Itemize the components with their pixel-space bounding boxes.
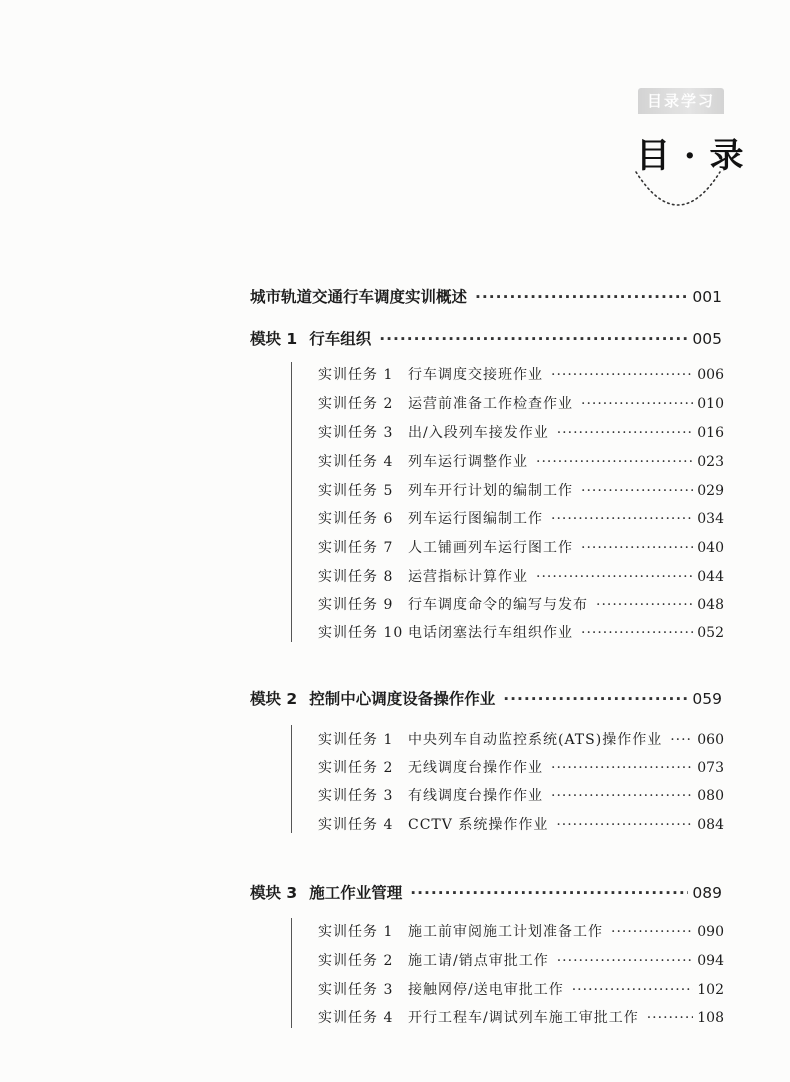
leader-dots <box>581 540 693 556</box>
task-title: 列车开行计划的编制工作 <box>408 483 573 499</box>
task-title: CCTV 系统操作作业 <box>408 817 549 833</box>
module-3-bracket-line <box>291 918 292 1028</box>
task-page: 108 <box>697 1010 724 1026</box>
toc-task[interactable] <box>318 950 724 970</box>
task-number: 实训任务 4 <box>318 1010 394 1026</box>
toc-task[interactable] <box>318 921 724 941</box>
leader-dots <box>551 367 693 383</box>
toc-task[interactable] <box>318 480 724 500</box>
toc-task[interactable] <box>318 422 724 442</box>
leader-dots <box>557 953 694 969</box>
header-tab: 目录学习 <box>638 88 724 114</box>
toc-task[interactable] <box>318 622 724 642</box>
task-page: 010 <box>697 396 724 412</box>
task-number: 实训任务 8 <box>318 569 394 585</box>
task-page: 048 <box>697 597 724 613</box>
task-page: 029 <box>697 483 724 499</box>
task-number: 实训任务 1 <box>318 732 394 748</box>
leader-dots <box>572 982 694 998</box>
task-title: 行车调度交接班作业 <box>408 367 543 383</box>
task-page: 044 <box>697 569 724 585</box>
task-page: 084 <box>697 817 724 833</box>
leader-dots <box>581 483 693 499</box>
task-title: 有线调度台操作作业 <box>408 788 543 804</box>
leader-dots <box>647 1010 694 1026</box>
task-page: 052 <box>697 625 724 641</box>
toc-task[interactable] <box>318 1007 724 1027</box>
toc-module-1[interactable] <box>250 327 722 349</box>
toc-overview[interactable] <box>250 285 722 307</box>
leader-dots <box>581 625 693 641</box>
task-number: 实训任务 7 <box>318 540 394 556</box>
task-title: 接触网停/送电审批工作 <box>408 982 564 998</box>
task-number: 实训任务 2 <box>318 396 394 412</box>
task-title: 施工前审阅施工计划准备工作 <box>408 924 603 940</box>
leader-dots <box>536 569 693 585</box>
task-page: 023 <box>697 454 724 470</box>
task-title: 无线调度台操作作业 <box>408 760 543 776</box>
page-title: 目 · 录 <box>636 136 745 176</box>
task-title: 运营前准备工作检查作业 <box>408 396 573 412</box>
task-page: 080 <box>697 788 724 804</box>
task-number: 实训任务 3 <box>318 982 394 998</box>
toc-task[interactable] <box>318 393 724 413</box>
task-page: 090 <box>697 924 724 940</box>
module-label: 模块 1 <box>250 330 298 348</box>
overview-page: 001 <box>692 288 722 306</box>
task-number: 实训任务 1 <box>318 924 394 940</box>
toc-task[interactable] <box>318 979 724 999</box>
task-number: 实训任务 10 <box>318 625 404 641</box>
task-number: 实训任务 3 <box>318 788 394 804</box>
task-title: 运营指标计算作业 <box>408 569 528 585</box>
module-1-bracket-line <box>291 362 292 642</box>
task-page: 034 <box>697 511 724 527</box>
task-number: 实训任务 6 <box>318 511 394 527</box>
task-title: 开行工程车/调试列车施工审批工作 <box>408 1010 639 1026</box>
toc-task[interactable] <box>318 537 724 557</box>
task-title: 列车运行图编制工作 <box>408 511 543 527</box>
leader-dots <box>379 330 688 348</box>
module-page: 005 <box>692 330 722 348</box>
toc-task[interactable] <box>318 364 724 384</box>
task-title: 行车调度命令的编写与发布 <box>408 597 588 613</box>
task-title: 出/入段列车接发作业 <box>408 425 549 441</box>
leader-dots <box>556 817 693 833</box>
module-page: 089 <box>692 884 722 902</box>
leader-dots <box>551 788 693 804</box>
task-number: 实训任务 3 <box>318 425 394 441</box>
toc-task[interactable] <box>318 757 724 777</box>
toc-task[interactable] <box>318 508 724 528</box>
toc-task[interactable] <box>318 451 724 471</box>
task-page: 016 <box>697 425 724 441</box>
task-number: 实训任务 1 <box>318 367 394 383</box>
task-number: 实训任务 5 <box>318 483 394 499</box>
module-title: 施工作业管理 <box>309 884 403 902</box>
task-number: 实训任务 9 <box>318 597 394 613</box>
leader-dots <box>581 396 693 412</box>
leader-dots <box>475 288 688 306</box>
task-page: 102 <box>697 982 724 998</box>
task-title: 中央列车自动监控系统(ATS)操作作业 <box>408 732 663 748</box>
module-label: 模块 3 <box>250 884 298 902</box>
toc-task[interactable] <box>318 729 724 749</box>
decorative-arc-icon <box>630 168 726 214</box>
task-title: 施工请/销点审批工作 <box>408 953 549 969</box>
leader-dots <box>551 511 693 527</box>
module-page: 059 <box>692 690 722 708</box>
task-page: 060 <box>697 732 724 748</box>
toc-module-2[interactable] <box>250 687 722 709</box>
leader-dots <box>503 690 688 708</box>
task-title: 电话闭塞法行车组织作业 <box>408 625 573 641</box>
task-title: 列车运行调整作业 <box>408 454 528 470</box>
task-number: 实训任务 4 <box>318 817 394 833</box>
module-2-bracket-line <box>291 725 292 833</box>
module-title: 行车组织 <box>309 330 372 348</box>
task-number: 实训任务 4 <box>318 454 394 470</box>
task-page: 094 <box>697 953 724 969</box>
task-page: 006 <box>697 367 724 383</box>
toc-task[interactable] <box>318 594 724 614</box>
leader-dots <box>557 425 694 441</box>
toc-task[interactable] <box>318 814 724 834</box>
leader-dots <box>410 884 688 902</box>
overview-title: 城市轨道交通行车调度实训概述 <box>250 288 468 306</box>
task-page: 040 <box>697 540 724 556</box>
task-number: 实训任务 2 <box>318 953 394 969</box>
module-title: 控制中心调度设备操作作业 <box>309 690 496 708</box>
leader-dots <box>670 732 693 748</box>
leader-dots <box>551 760 693 776</box>
toc-module-3[interactable] <box>250 881 722 903</box>
leader-dots <box>536 454 693 470</box>
toc-task[interactable] <box>318 566 724 586</box>
task-page: 073 <box>697 760 724 776</box>
task-title: 人工铺画列车运行图工作 <box>408 540 573 556</box>
leader-dots <box>611 924 693 940</box>
toc-task[interactable] <box>318 785 724 805</box>
task-number: 实训任务 2 <box>318 760 394 776</box>
leader-dots <box>596 597 693 613</box>
module-label: 模块 2 <box>250 690 298 708</box>
